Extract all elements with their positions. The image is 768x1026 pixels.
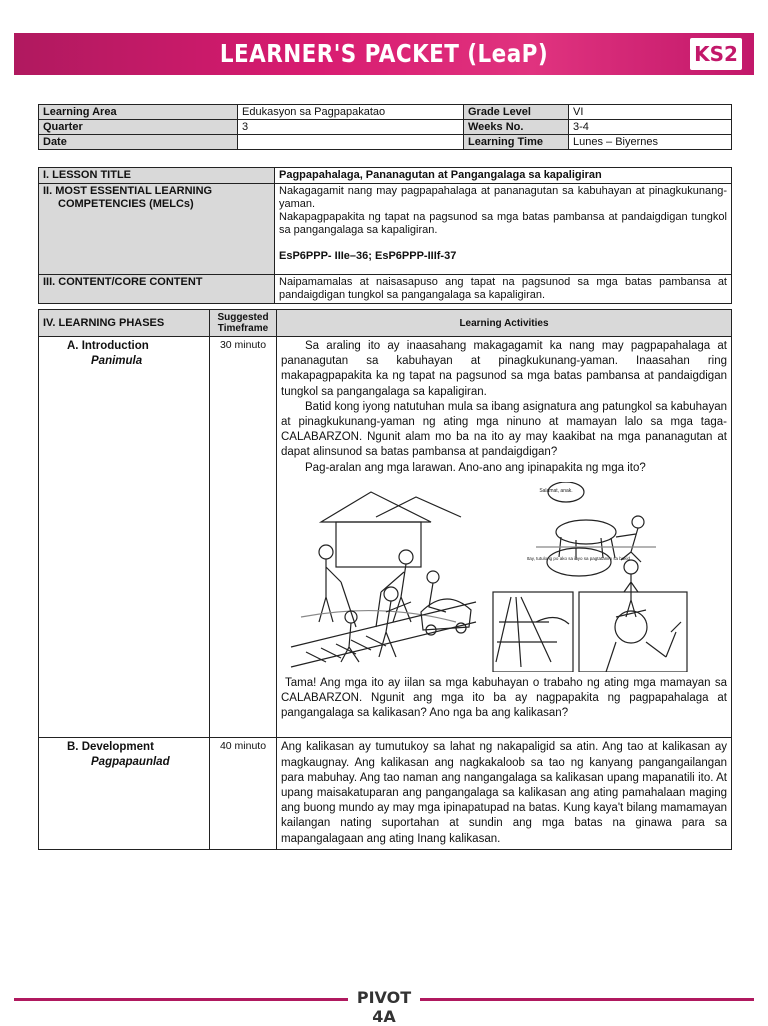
header-banner [14,33,754,75]
date-label: Date [39,135,238,150]
melc-content [275,184,732,275]
intro-paragraph-2: Batid kong iyong natutuhan mula sa ibang asignatura ang patungkol sa kabuhayan at pinagkukunang-yaman ng ating mga ninuno at mamayan lalo sa mga taga-CALABARZON. Ngunit alam mo ba na ito ay may kaakibat na mga pananagutan at dapat alinsunod sa batas pambansa at pandaigdigan? [281,400,727,459]
street-sweepers-image [301,492,461,627]
activities-header: Learning Activities [277,310,732,337]
melc-label-line-2: COMPETENCIES (MELCs) [58,198,194,210]
learning-time-label: Learning Time [464,135,569,150]
ks2-badge: KS2 [690,38,742,70]
dev-time: 40 minuto [210,738,277,849]
phases-table [38,309,732,850]
livelihood-illustrations [281,482,727,672]
melc-label [39,184,275,275]
dev-activities [277,738,732,849]
dev-label: B. Development [67,741,154,754]
crosswalk-image [291,587,476,667]
dev-phase-cell [39,738,210,849]
date-value [238,135,464,150]
grade-level-label: Grade Level [464,105,569,120]
intro-phase-cell [39,337,210,738]
weeks-value: 3-4 [569,120,732,135]
intro-paragraph-3: Pag-aralan ang mga larawan. Ano-ano ang ipinapakita ng mga ito? [305,461,646,474]
packet-title: LEARNER'S PACKET (LeaP) [219,39,549,68]
intro-activities [277,337,732,738]
bubble-2-text: Itay, tutulong po ako sa inyo sa pagtatanim sa bukid. [526,555,632,561]
carpenter-image [579,592,687,672]
lesson-table [38,167,732,304]
learning-area-value: Edukasyon sa Pagpapakatao [238,105,464,120]
core-content: Naipamamalas at naisasapuso ang tapat na pagsunod sa mga batas pambansa at pandaigdigan tungkol sa pangangalaga sa kapaligiran. [275,275,732,304]
intro-paragraph-4: Tama! Ang mga ito ay iilan sa mga kabuhayan o trabaho ng ating mga mamayan sa CALABARZON. Ngunit ang mga ito ba ay nagpapakita ng pagpapahalaga at pangangalaga sa kalikasan? Ano nga ba ang kalikasan? [281,676,727,720]
weeks-label: Weeks No. [464,120,569,135]
learning-area-label: Learning Area [39,105,238,120]
intro-paragraph-1: Sa araling ito ay inaasahang makagagamit ka nang may pagpapahalaga at pananagutan sa kabuhayan at pinagkukunang-yaman. Inaasahan ring makapagpapakita ka ng tapat na pagsunod sa mga batas pambansa at pandaigdigan tungkol sa pangangalaga sa kapaligiran. [281,340,727,398]
learning-time-value: Lunes – Biyernes [569,135,732,150]
lesson-title: Pagpapahalaga, Pananagutan at Pangangalaga sa kapaligiran [275,168,732,184]
dev-sub: Pagpapaunlad [91,756,170,769]
grade-level-value: VI [569,105,732,120]
phases-header: IV. LEARNING PHASES [39,310,210,337]
content-label: III. CONTENT/CORE CONTENT [39,275,275,304]
livelihood-illustrations-svg [281,482,701,672]
intro-label: A. Introduction [67,340,149,352]
pivot-logo: PIVOT 4A [356,988,412,1026]
melc-2: Nakapagpapakita ng tapat na pagsunod sa mga batas pambansa at pandaigdigan tungkol sa pangangalaga sa kapaligiran. [279,211,727,236]
footer-line-left [14,998,348,1001]
melc-label-line-1: II. MOST ESSENTIAL LEARNING [43,185,213,197]
quarter-value: 3 [238,120,464,135]
melc-1: Nakagagamit nang may pagpapahalaga at pananagutan sa kabuhayan at pinagkukunang-yaman. [279,185,727,210]
intro-sub: Panimula [91,355,143,367]
fishing-net-image [493,592,573,672]
dev-paragraph-1: Ang kalikasan ay tumutukoy sa lahat ng nakapaligid sa atin. Ang tao at kalikasan ay magkaugnay. Ang kalikasan ang nagkakaloob sa tao ng kanyang pangangailangan para mabuhay. Ang tao naman ang nangangalaga sa kalikasan upang mapanatili ito. At upang maisakatuparan ang pangangalaga sa kalikasan ang ating pamahalaan maging ang buong mundo ay may mga ipinapatupad na batas. Kung kaya't bilang mamamayan kailangan nating suportahan at sundin ang mga batas na ginawa para sa mapangalagaan ang ating Inang kalikasan. [281,741,727,845]
info-table [38,104,732,150]
lesson-title-label: I. LESSON TITLE [39,168,275,184]
timeframe-header: Suggested Timeframe [210,310,277,337]
quarter-label: Quarter [39,120,238,135]
intro-time: 30 minuto [210,337,277,738]
footer-line-right [420,998,754,1001]
melc-code: EsP6PPP- IIIe–36; EsP6PPP-IIIf-37 [279,250,457,262]
bubble-1-text: Salamat, anak. [539,487,573,494]
